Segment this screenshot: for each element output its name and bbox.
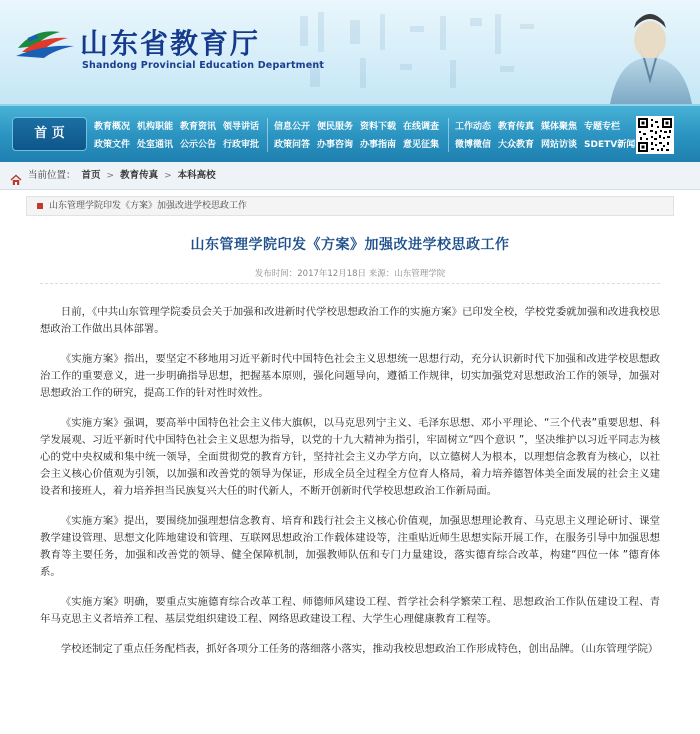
article-paragraph: 《实施方案》指出，要坚定不移地用习近平新时代中国特色社会主义思想统一思想行动，充分认识新时代下加强和改进学校思想政治工作的重要意义，进一步明确指导思想，把握基本原则，强化问题导向，遵循工作规律，切实加强党对思想政治工作的领导，加强对思想政治工作的研究，提高工作的针对性时效性。 <box>40 353 660 399</box>
nav-link-education-fax[interactable]: 教育传真 <box>498 122 535 132</box>
article-paragraph: 《实施方案》明确，要重点实施德育综合改革工程、师德师风建设工程、哲学社会科学繁荣工程、思想政治工作队伍建设工程、青年马克思主义者培养工程、基层党组织建设工程、网络思政建设工程、大学生心理健康教育工程等。 <box>40 596 660 625</box>
nav-link-opinion-collection[interactable]: 意见征集 <box>403 140 440 150</box>
article-meta: 发布时间：2017年12月18日 来源：山东管理学院 <box>40 264 660 284</box>
nav-link-downloads[interactable]: 资料下载 <box>360 122 397 132</box>
breadcrumb-separator: > <box>164 170 172 181</box>
education-department-logo <box>14 22 76 62</box>
qr-code <box>636 116 674 154</box>
house-icon <box>10 170 22 182</box>
nav-link-info-disclosure[interactable]: 信息公开 <box>274 122 311 132</box>
nav-link-education-news[interactable]: 教育资讯 <box>180 122 217 132</box>
breadcrumb <box>0 162 700 190</box>
nav-link-weibo-wechat[interactable]: 微博微信 <box>455 140 492 150</box>
nav-link-agency-functions[interactable]: 机构职能 <box>137 122 174 132</box>
article-header-bar <box>26 196 674 216</box>
nav-link-online-survey[interactable]: 在线调查 <box>403 122 440 132</box>
nav-link-service-guide[interactable]: 办事指南 <box>360 140 397 150</box>
article-paragraph: 日前，《中共山东管理学院委员会关于加强和改进新时代学校思想政治工作的实施方案》已印发全校，学校党委就加强和改进我校思想政治工作做出具体部署。 <box>40 306 660 335</box>
nav-link-media-focus[interactable]: 媒体聚焦 <box>541 122 578 132</box>
article-paragraph: 学校还制定了重点任务配档表，抓好各项分工任务的落细落小落实，推动我校思想政治工作形成特色，创出品牌。（山东管理学院） <box>60 643 659 655</box>
nav-divider <box>448 118 449 152</box>
nav-link-office-news[interactable]: 处室通讯 <box>137 140 174 150</box>
nav-group-general <box>94 119 259 153</box>
site-title: 山东省教育厅 <box>80 27 261 60</box>
nav-link-public-notices[interactable]: 公示公告 <box>180 140 217 150</box>
nav-link-sdetv-news[interactable]: SDETV新闻 <box>584 140 636 150</box>
nav-link-policy-documents[interactable]: 政策文件 <box>94 140 131 150</box>
calligraphy-watermark <box>290 6 590 96</box>
nav-link-leader-speeches[interactable]: 领导讲话 <box>223 122 260 132</box>
article-title: 山东管理学院印发《方案》加强改进学校思政工作 <box>190 237 510 253</box>
article-body <box>40 304 660 671</box>
nav-link-education-overview[interactable]: 教育概况 <box>94 122 131 132</box>
main-navigation <box>0 104 700 162</box>
square-bullet-icon <box>37 203 43 209</box>
confucius-portrait <box>560 0 700 104</box>
site-banner <box>0 0 700 104</box>
article-paragraph: 《实施方案》提出，要围绕加强理想信念教育、培育和践行社会主义核心价值观，加强思想理论教育、马克思主义理论研讨、课堂教学建设管理、思想文化阵地建设和管理、互联网思想政治工作载体建设等，注重贴近师生思想实际开展工作，在服务引导中加强思想教育等主要任务，加强和改善党的领导、健全保障机制，加强教师队伍和专门力量建设，落实德育综合改革，构建“四位一体 ”德育体系。 <box>40 515 660 578</box>
breadcrumb-education-fax[interactable]: 教育传真 <box>120 169 159 181</box>
breadcrumb-separator: > <box>106 170 115 181</box>
nav-group-media <box>455 119 635 153</box>
breadcrumb-undergraduate[interactable]: 本科高校 <box>177 169 216 181</box>
site-subtitle: Shandong Provincial Education Department <box>82 60 325 71</box>
home-button[interactable]: 首 页 <box>12 117 87 151</box>
nav-link-special-topics[interactable]: 专题专栏 <box>584 122 621 132</box>
nav-link-admin-approval[interactable]: 行政审批 <box>223 140 260 150</box>
breadcrumb-prefix: 当前位置： <box>28 169 76 181</box>
nav-link-work-updates[interactable]: 工作动态 <box>455 122 492 132</box>
article-header-title: 山东管理学院印发《方案》加强改进学校思政工作 <box>49 201 248 211</box>
article-paragraph: 《实施方案》强调，要高举中国特色社会主义伟大旗帜，以马克思列宁主义、毛泽东思想、邓小平理论、“三个代表”重要思想、科学发展观、习近平新时代中国特色社会主义思想为指导，以党的十九大精神为指引，牢固树立“四个意识 ”，坚决维护以习近平同志为核心的党中央权威和集中统一领导，全面贯彻党的教育方针，坚持社会主义办学方向，以立德树人为根本，以理想信念教育为核心，以社会主义核心价值观为引领，以加强和改善党的领导为保证，形成全员全过程全方位育人格局，着力培养德智体美全面发展的社会主义建设者和接班人，着力培养担当民族复兴大任的时代新人，不断开创新时代学校思想政治工作新局面。 <box>40 417 660 497</box>
nav-link-public-education[interactable]: 大众教育 <box>498 140 535 150</box>
nav-group-services <box>274 119 439 153</box>
nav-divider <box>267 118 268 152</box>
nav-link-consultation[interactable]: 办事咨询 <box>317 140 354 150</box>
nav-link-policy-qa[interactable]: 政策问答 <box>274 140 311 150</box>
nav-link-site-interviews[interactable]: 网站访谈 <box>541 140 578 150</box>
nav-link-public-services[interactable]: 便民服务 <box>317 122 354 132</box>
breadcrumb-home[interactable]: 首页 <box>81 169 101 181</box>
